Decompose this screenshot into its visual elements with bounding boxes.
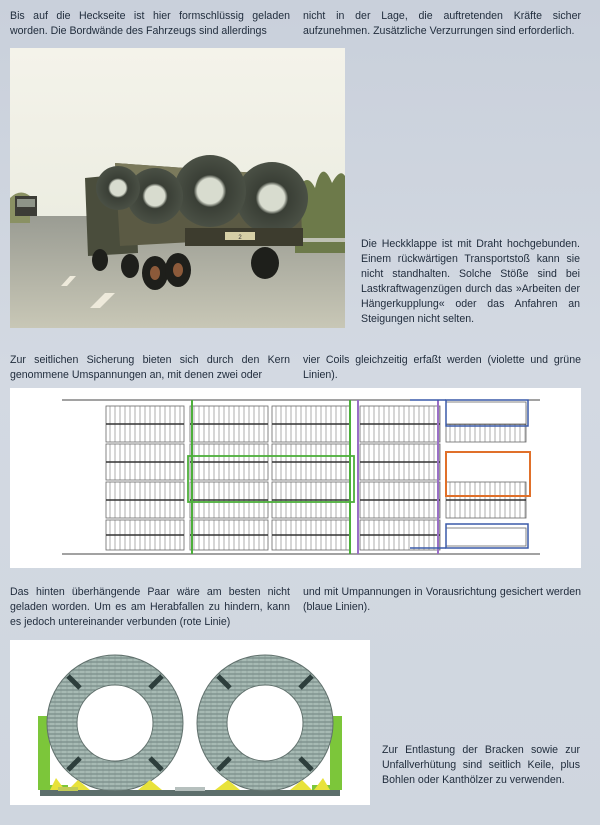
paragraph-2: Die Heckklappe ist mit Draht hochgebunden. Einem rückwärtigen Transportstoß kann sie nicht standhalten. Solche Stöße sind bei Lastkraftwagenzügen durch das »Arbeiten der Hängerkupplung« oder das Anfahren an Steigungen nicht selten. (361, 238, 580, 325)
paragraph-1-right: nicht in der Lage, die auftretenden Kräfte sicher aufzunehmen. Zusätzliche Verzurrungen sind erforderlich. (303, 10, 581, 37)
coil-left (47, 655, 183, 791)
truck-photo (10, 48, 345, 328)
coil-right (197, 655, 333, 791)
plank (175, 787, 205, 791)
paragraph-3-left: Zur seitlichen Sicherung bieten sich durch den Kern genommene Umspannungen an, mit denen zwei oder (10, 354, 290, 381)
coil-block (446, 402, 526, 424)
paragraph-4-right: und mit Umpannungen in Vorausrichtung gesichert werden (blaue Linien). (303, 586, 581, 613)
paragraph-1-left: Bis auf die Heckseite ist hier formschlüssig geladen worden. Die Bordwände des Fahrzeugs sind allerdings (10, 10, 290, 37)
paragraph-4-left: Das hinten überhängende Paar wäre am besten nicht geladen worden. Um es am Herabfallen zu hindern, kann es jedoch untereinander verbunden (rote Linie) (10, 586, 290, 628)
paragraph-5: Zur Entlastung der Bracken sowie zur Unfallverhütung sind seitlich Keile, plus Bohlen oder Kanthölzer zu verwenden. (382, 744, 580, 786)
license-plate: 2 (238, 235, 242, 241)
coil-block (446, 528, 526, 546)
paragraph-3-right: vier Coils gleichzeitig erfaßt werden (violette und grüne Linien). (303, 354, 581, 381)
loading-diagram (10, 388, 581, 568)
coil-wedge-diagram (10, 640, 370, 805)
